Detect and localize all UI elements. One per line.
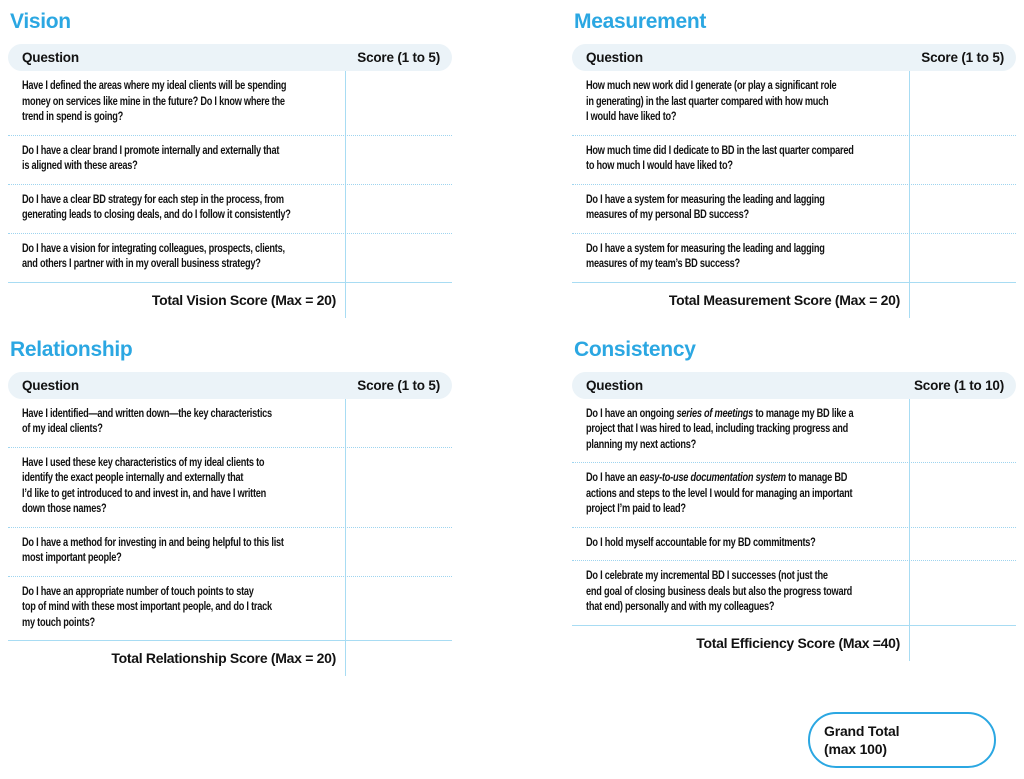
total-score-cell[interactable] [909,283,1016,318]
total-row [8,641,452,676]
table-header-row [572,44,1016,71]
question-text: Do I have an easy-to-use documentation system to manage BD actions and steps to the level I would for managing an important project I’m paid to lead? [586,472,853,515]
total-label: Total Vision Score (Max = 20) [151,291,336,308]
table-header-row [8,44,452,71]
table-header-row [572,372,1016,399]
section-consistency [572,338,1016,661]
table-body [572,71,1016,283]
question-row [572,136,1016,185]
total-score-cell[interactable] [345,283,452,318]
table-body [8,399,452,642]
grand-total-label-line2: (max 100) [824,741,887,757]
question-text: Do I have a system for measuring the leading and lagging measures of my personal BD success? [586,193,825,221]
total-row [572,283,1016,318]
total-label: Total Efficiency Score (Max =40) [696,634,900,651]
question-row [8,528,452,577]
column-header-score: Score (1 to 5) [921,50,1004,65]
question-row [8,136,452,185]
grand-total-box[interactable] [808,712,996,768]
column-header-question: Question [586,50,643,65]
section-vision [8,10,452,318]
column-header-question: Question [22,50,79,65]
column-header-score: Score (1 to 10) [913,377,1004,393]
section-measurement [572,10,1016,318]
question-row [8,234,452,283]
question-text: How much time did I dedicate to BD in the last quarter compared to how much I would have liked to? [586,144,854,172]
question-row [8,577,452,642]
question-row [8,448,452,528]
question-row [572,528,1016,562]
section-title-relationship: Relationship [10,337,133,361]
total-label: Total Measurement Score (Max = 20) [668,291,900,308]
question-text: Do I have a method for investing in and being helpful to this list most important people? [22,536,284,564]
column-header-question: Question [586,377,643,393]
question-row [572,71,1016,136]
grand-total-label-line1: Grand Total [824,723,900,739]
question-text: Do I have a clear brand I promote internally and externally that is aligned with these areas? [22,144,280,172]
question-text: Have I used these key characteristics of my ideal clients to identify the exact people internally and externally that I’d like to get introduced to and invest in, and have I written down those names? [22,456,267,515]
question-text: Do I have a clear BD strategy for each step in the process, from generating leads to closing deals, and do I follow it consistently? [22,193,291,221]
column-header-score: Score (1 to 5) [357,50,440,65]
question-row [572,399,1016,464]
question-row [572,234,1016,283]
section-relationship [8,338,452,677]
question-text: Do I have an appropriate number of touch points to stay top of mind with these most important people, and do I track my touch points? [22,585,272,629]
section-title-measurement: Measurement [574,10,707,33]
question-text: Do I have an ongoing series of meetings to manage my BD like a project that I was hired to lead, including tracking progress and planning my next actions? [586,407,854,451]
question-text: Do I hold myself accountable for my BD commitments? [586,536,816,549]
total-score-cell[interactable] [345,641,452,676]
question-row [8,71,452,136]
total-score-cell[interactable] [909,626,1016,661]
question-text: Do I celebrate my incremental BD I successes (not just the end goal of closing business deals but also the progress toward that end) personally and with my colleagues? [586,570,853,613]
section-title-consistency: Consistency [574,337,696,361]
column-header-score: Score (1 to 5) [357,377,440,393]
question-text: How much new work did I generate (or play a significant role in generating) in the last quarter compared with how much I would have liked to? [586,80,837,123]
question-row [572,185,1016,234]
question-text: Have I defined the areas where my ideal clients will be spending money on services like mine in the future? Do I know where the trend in spend is going? [22,80,287,123]
table-body [572,399,1016,626]
total-row [572,626,1016,661]
question-text: Do I have a system for measuring the leading and lagging measures of my team’s BD success? [586,242,825,270]
column-header-question: Question [22,377,79,393]
question-row [8,185,452,234]
question-row [572,463,1016,528]
total-row [8,283,452,318]
total-label: Total Relationship Score (Max = 20) [111,650,336,666]
question-text: Have I identified—and written down—the key characteristics of my ideal clients? [22,407,272,435]
table-body [8,71,452,283]
question-row [8,399,452,448]
question-row [572,561,1016,626]
question-text: Do I have a vision for integrating colleagues, prospects, clients, and others I partner with in my overall business strategy? [22,242,285,270]
table-header-row [8,372,452,399]
section-title-vision: Vision [10,10,71,33]
